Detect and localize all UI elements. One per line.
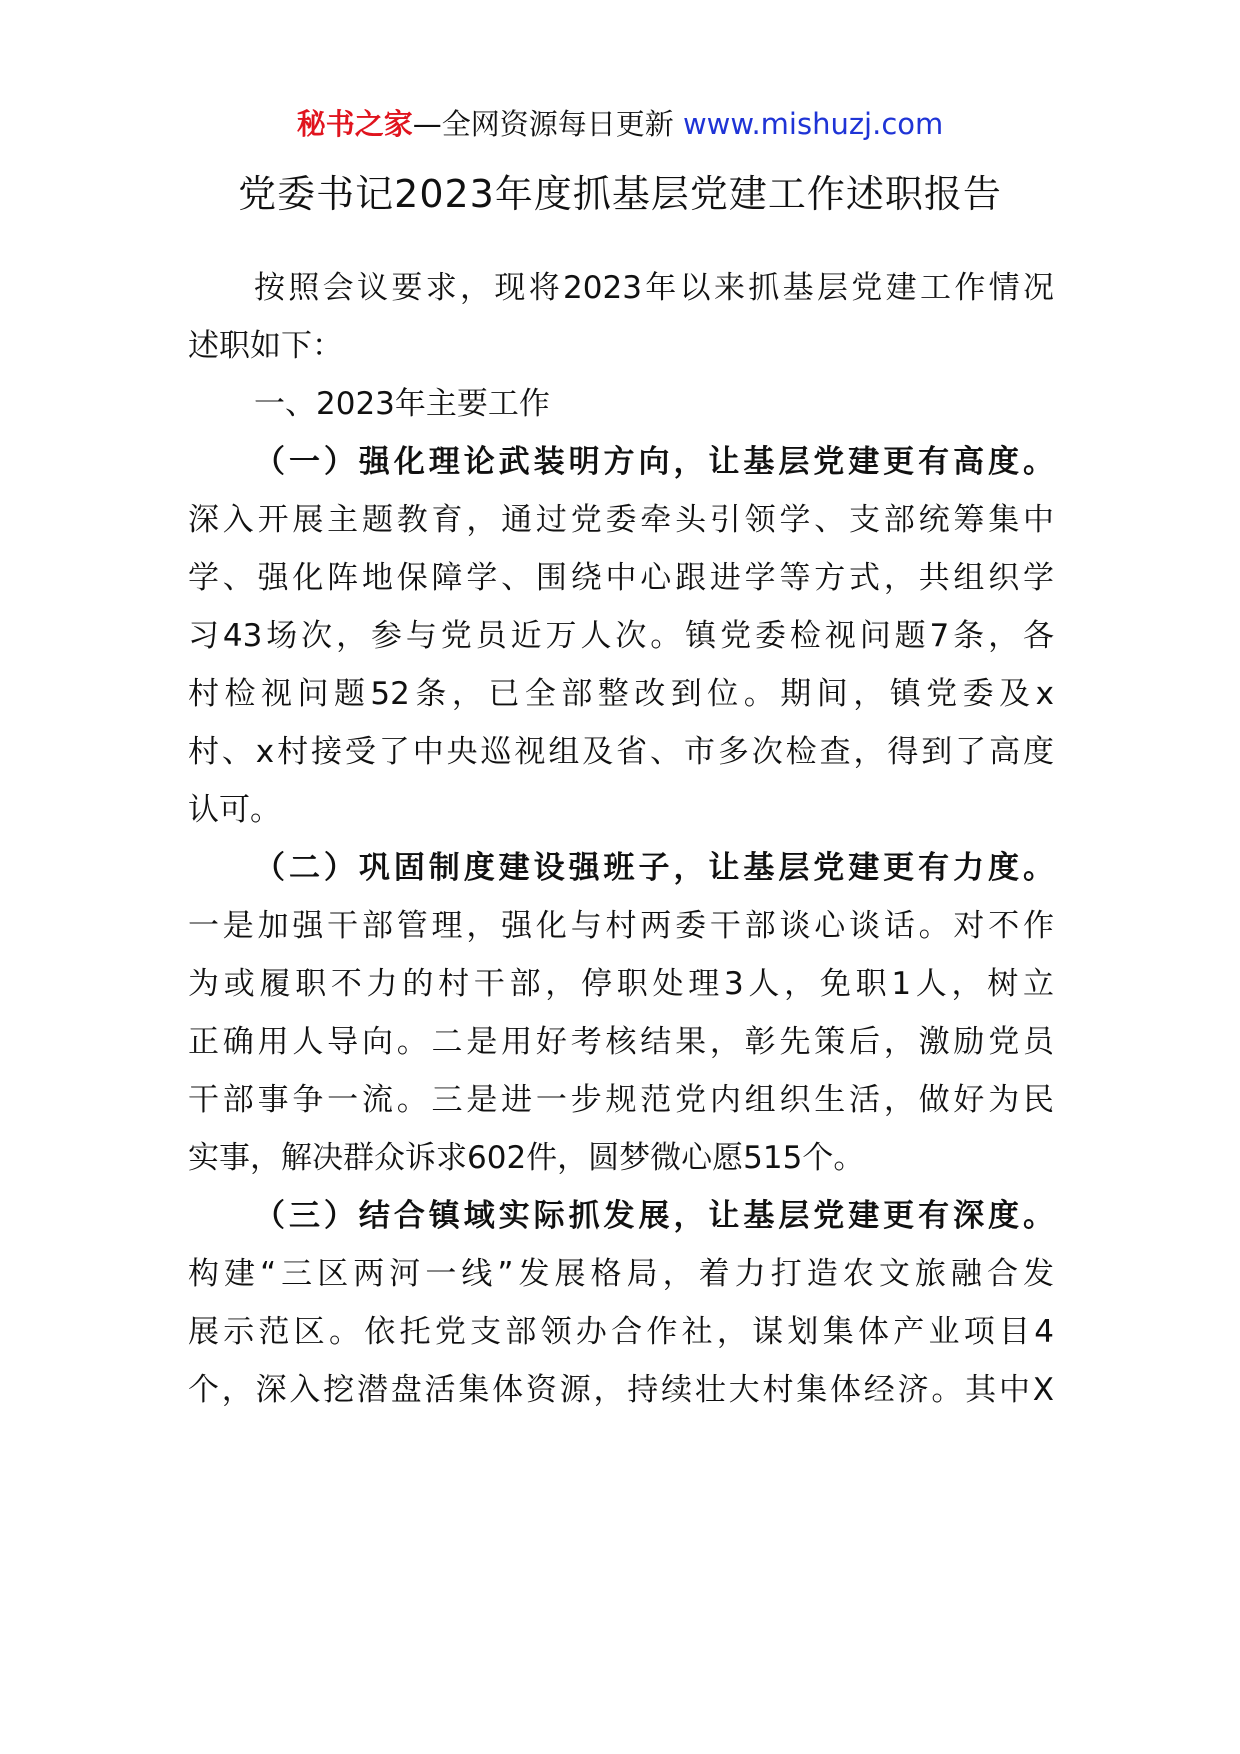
body-line: 认可。 [188,792,281,828]
body-line: 构建“三区两河一线”发展格局，着力打造农文旅融合发 [188,1256,1054,1292]
body-line: 村检视问题52条，已全部整改到位。期间，镇党委及x [188,676,1054,712]
body-line: 个，深入挖潜盘活集体资源，持续壮大村集体经济。其中X [188,1372,1054,1408]
body-line: 干部事争一流。三是进一步规范党内组织生活，做好为民 [188,1082,1054,1118]
watermark-slogan: —全网资源每日更新 [412,107,683,141]
body-line: 深入开展主题教育，通过党委牵头引领学、支部统筹集中 [188,502,1054,538]
watermark-banner [0,104,1240,144]
body-line: 村、x村接受了中央巡视组及省、市多次检查，得到了高度 [188,734,1054,770]
subsection-heading: （三）结合镇域实际抓发展，让基层党建更有深度。 [254,1198,1054,1234]
watermark-brand: 秘书之家 [296,107,413,141]
body-line: 按照会议要求，现将2023年以来抓基层党建工作情况 [254,270,1054,306]
body-line: 习43场次，参与党员近万人次。镇党委检视问题7条，各 [188,618,1054,654]
document-title: 党委书记2023年度抓基层党建工作述职报告 [238,172,1002,216]
body-line: 实事，解决群众诉求602件，圆梦微心愿515个。 [188,1140,865,1176]
body-line: 学、强化阵地保障学、围绕中心跟进学等方式，共组织学 [188,560,1054,596]
subsection-heading: （一）强化理论武装明方向，让基层党建更有高度。 [254,444,1054,480]
body-line: 述职如下： [188,328,343,364]
body-line: 正确用人导向。二是用好考核结果，彰先策后，激励党员 [188,1024,1054,1060]
subsection-heading: （二）巩固制度建设强班子，让基层党建更有力度。 [254,850,1054,886]
watermark-url[interactable]: www.mishuzj.com [682,107,944,141]
body-line: 一是加强干部管理，强化与村两委干部谈心谈话。对不作 [188,908,1054,944]
section-heading: 一、2023年主要工作 [254,386,550,422]
body-line: 展示范区。依托党支部领办合作社，谋划集体产业项目4 [188,1314,1054,1350]
body-line: 为或履职不力的村干部，停职处理3人，免职1人，树立 [188,966,1054,1002]
